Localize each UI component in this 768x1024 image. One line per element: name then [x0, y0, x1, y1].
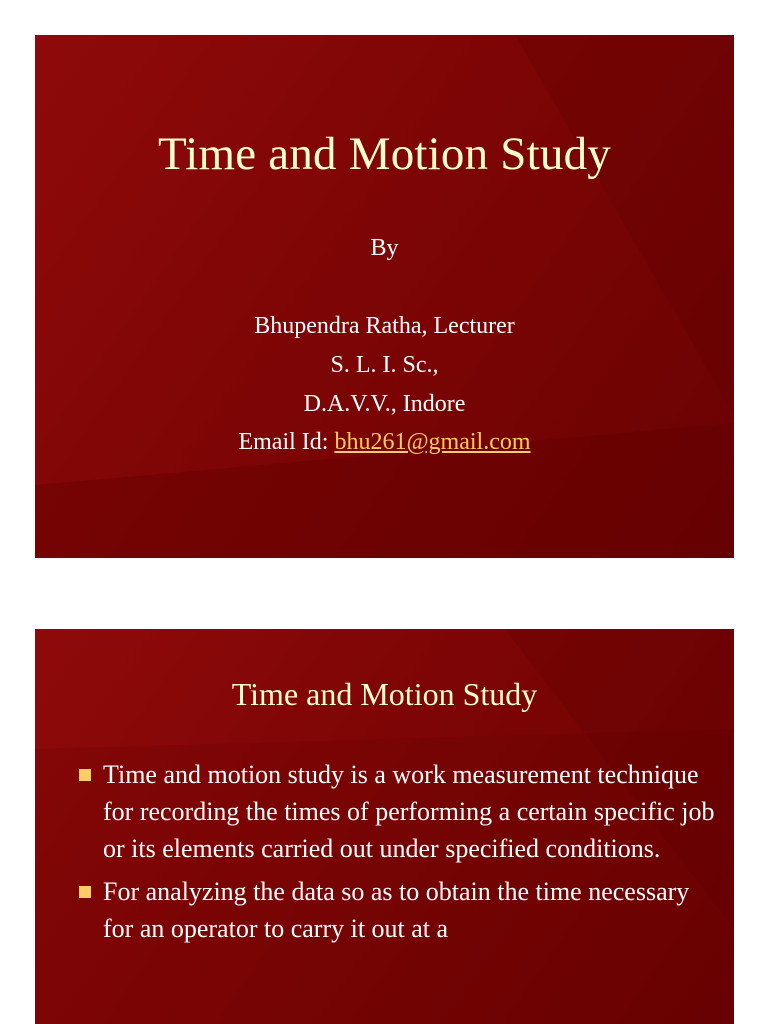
slide-title: Time and Motion Study: [231, 676, 538, 712]
email-link[interactable]: bhu261@gmail.com: [334, 429, 531, 455]
square-bullet-icon: [79, 886, 91, 898]
title-slide: [35, 35, 734, 558]
bullet-item: [75, 873, 715, 947]
email-label: Email Id:: [238, 429, 335, 455]
by-label: By: [370, 235, 399, 261]
bullet-text: For analyzing the data so as to obtain the time necessary for an operator to carry it out at a: [103, 877, 690, 943]
email-line: [35, 429, 734, 456]
university: D.A.V.V., Indore: [303, 391, 466, 417]
slide-background-shading: [35, 35, 734, 558]
bullet-list: [75, 756, 715, 953]
bullet-text: Time and motion study is a work measurement technique for recording the times of performing a certain specific job or its elements carried out under specified conditions.: [103, 760, 715, 863]
content-slide: [35, 629, 734, 1024]
bullet-item: [75, 756, 715, 867]
department: S. L. I. Sc.,: [330, 352, 439, 378]
slide-title: Time and Motion Study: [158, 128, 611, 180]
square-bullet-icon: [79, 769, 91, 781]
author-name: Bhupendra Ratha, Lecturer: [254, 313, 515, 339]
